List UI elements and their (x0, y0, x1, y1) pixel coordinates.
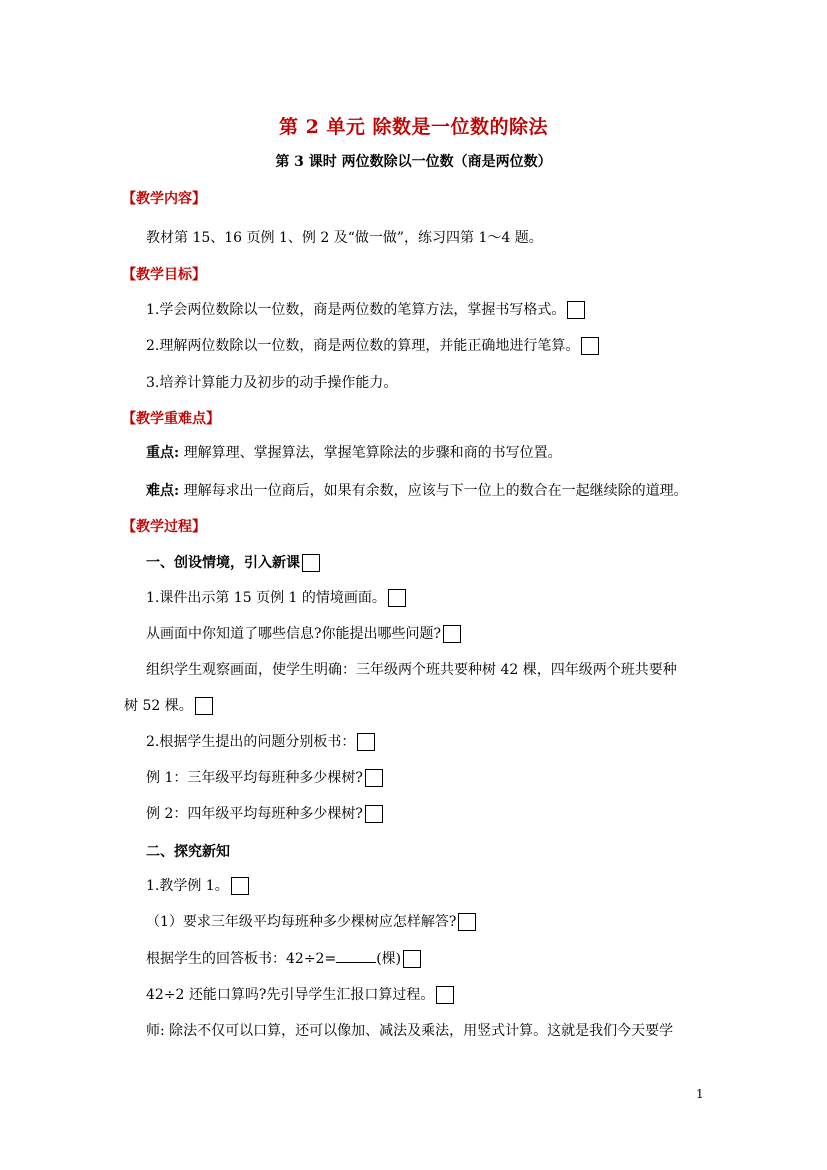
content-text: 教材第 15、16 页例 1、例 2 及“做一做”，练习四第 1～4 题。 (146, 230, 543, 246)
goals-heading: 【教学目标】 (122, 267, 206, 283)
paragraph-7-text: 1.教学例 1。 (146, 878, 229, 894)
paragraph-3a: 组织学生观察画面，使学生明确：三年级两个班共要种树 42 棵，四年级两个班共要种 (146, 662, 677, 678)
page-number: 1 (696, 1087, 704, 1101)
checkbox-paragraph-4[interactable] (357, 733, 375, 751)
key-text: 理解算理、掌握算法，掌握笔算除法的步骤和商的书写位置。 (179, 445, 562, 461)
paragraph-2 (146, 624, 461, 644)
paragraph-6-text: 例 2：四年级平均每班种多少棵树? (146, 806, 363, 822)
hard-text: 理解每求出一位商后，如果有余数，应该与下一位上的数合在一起继续除的道理。 (179, 483, 688, 499)
hard-point (146, 481, 688, 501)
step-1-title (146, 553, 320, 573)
paragraph-1-text: 1.课件出示第 15 页例 1 的情境画面。 (146, 590, 386, 606)
paragraph-2-text: 从画面中你知道了哪些信息?你能提出哪些问题? (146, 626, 442, 642)
paragraph-1 (146, 588, 406, 608)
keypoints-heading: 【教学重难点】 (122, 411, 220, 427)
paragraph-11: 师: 除法不仅可以口算，还可以像加、减法及乘法，用竖式计算。这就是我们今天要学 (146, 1023, 674, 1039)
goal-2-text: 2.理解两位数除以一位数，商是两位数的算理，并能正确地进行笔算。 (146, 338, 580, 354)
paragraph-7 (146, 876, 249, 896)
answer-blank[interactable] (336, 948, 376, 963)
checkbox-paragraph-1[interactable] (388, 589, 406, 607)
key-point (146, 443, 562, 463)
checkbox-paragraph-5[interactable] (365, 769, 383, 787)
checkbox-step-1[interactable] (302, 554, 320, 572)
key-label: 重点: (146, 445, 180, 461)
checkbox-paragraph-6[interactable] (365, 805, 383, 823)
paragraph-5-text: 例 1：三年级平均每班种多少棵树? (146, 770, 363, 786)
checkbox-paragraph-7[interactable] (231, 877, 249, 895)
hard-label: 难点: (146, 483, 180, 499)
checkbox-goal-2[interactable] (581, 337, 599, 355)
checkbox-goal-1[interactable] (567, 301, 585, 319)
paragraph-8 (146, 912, 476, 932)
paragraph-6 (146, 804, 383, 824)
goal-3: 3.培养计算能力及初步的动手操作能力。 (146, 375, 398, 391)
goal-2 (146, 336, 599, 356)
process-heading: 【教学过程】 (122, 519, 206, 535)
paragraph-9 (146, 948, 421, 969)
goal-1-text: 1.学会两位数除以一位数，商是两位数的笔算方法，掌握书写格式。 (146, 302, 566, 318)
content-heading: 【教学内容】 (122, 191, 206, 207)
paragraph-10-text: 42÷2 还能口算吗?先引导学生汇报口算过程。 (146, 987, 435, 1003)
lesson-subtitle: 第 3 课时 两位数除以一位数（商是两位数） (275, 154, 552, 170)
paragraph-10 (146, 985, 454, 1005)
unit-title: 第 2 单元 除数是一位数的除法 (278, 116, 549, 138)
checkbox-paragraph-8[interactable] (458, 913, 476, 931)
checkbox-paragraph-9[interactable] (403, 950, 421, 968)
paragraph-9-unit: (棵) (376, 951, 402, 967)
paragraph-8-text: （1）要求三年级平均每班种多少棵树应怎样解答? (146, 914, 457, 930)
paragraph-3b-text: 树 52 棵。 (124, 698, 193, 714)
checkbox-paragraph-10[interactable] (436, 986, 454, 1004)
checkbox-paragraph-3[interactable] (195, 697, 213, 715)
paragraph-9-text: 根据学生的回答板书：42÷2= (146, 951, 337, 967)
paragraph-4 (146, 732, 375, 752)
step-1-title-text: 一、创设情境，引入新课 (146, 555, 300, 571)
paragraph-3b (124, 696, 213, 716)
goal-1 (146, 300, 585, 320)
checkbox-paragraph-2[interactable] (443, 625, 461, 643)
step-2-title: 二、探究新知 (146, 844, 230, 860)
paragraph-4-text: 2.根据学生提出的问题分别板书： (146, 734, 356, 750)
paragraph-5 (146, 768, 383, 788)
